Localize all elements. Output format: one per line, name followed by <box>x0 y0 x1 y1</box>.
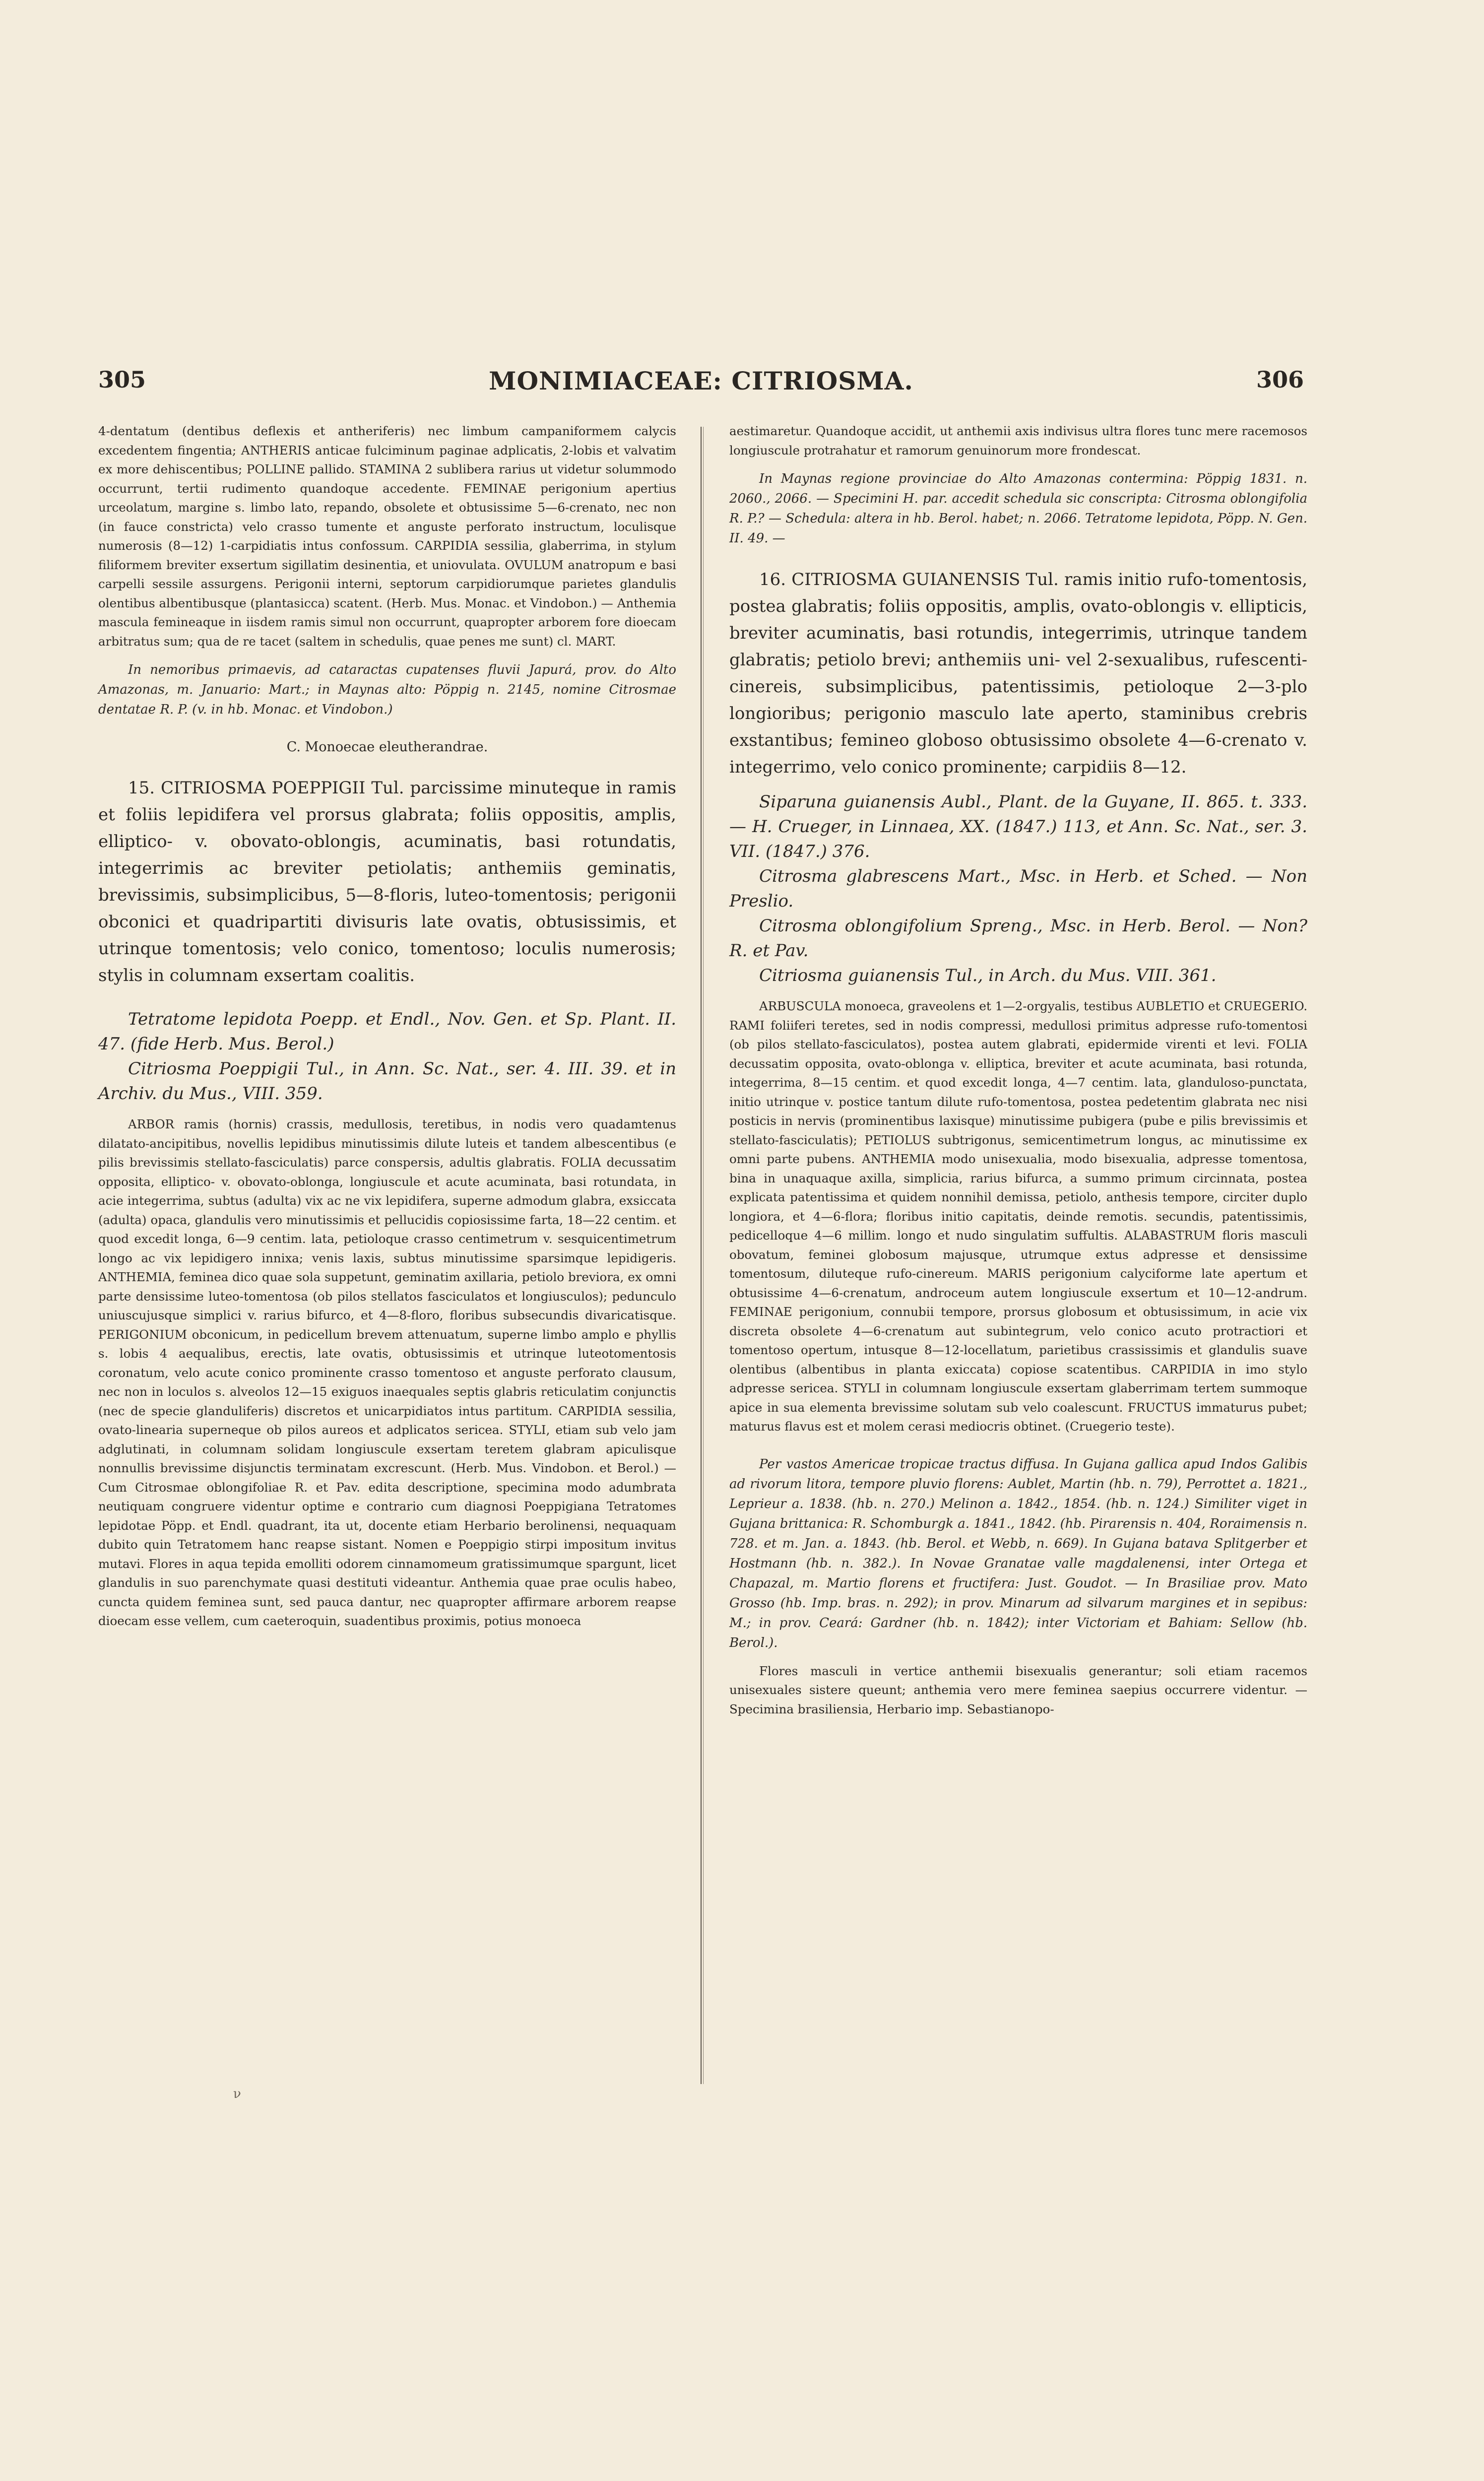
species-16-notes: Flores masculi in vertice anthemii bisexualis generantur; soli etiam racemos unisexuales sistere queunt; anthemia vero mere feminea saepius occurrere videntur. — Specimina brasiliensia, Herbario imp. Sebastianopo- <box>729 1663 1307 1716</box>
species-15-description: ARBOR ramis (hornis) crassis, medullosis, teretibus, in nodis vero quadamtenus dilatato-ancipitibus, novellis lepidibus minutissimis dilute luteis et tandem albescentibus (e pilis brevissimis stellato-fasciculatis) parce conspersis, adultis glabratis. FOLIA decussatim opposita, elliptico- v. obovato-oblonga, longiuscule et acute acuminata, basi rotundata, in acie integerrima, subtus (adulta) vix ac ne vix lepidifera, superne admodum glabra, exsiccata (adulta) opaca, glandulis vero minutissimis et pellucidis copiosissime farta, 18—22 centim. et quod excedit longa, 6—9 centim. lata, petioloque crasso centimetrum v. sesquicentimetrum longo ac vix lepidigero innixa; venis laxis, subtus minutissime sparsimque lepidigeris. ANTHEMIA, feminea dico quae sola suppetunt, geminatim axillaria, petiolo breviora, ex omni parte densissime luteo-tomentosa (ob pilos stellatos fasciculatos et longiusculos); pedunculo uniuscujusque simplici v. rarius bifurco, et 4—8-floro, floribus subsecundis divaricatisque. PERIGONIUM obconicum, in pedicellum brevem attenuatum, superne limbo amplo e phyllis s. lobis 4 aequalibus, erectis, late ovatis, obtusissimis et utrinque luteotomentosis coronatum, velo acute conico prominente crasso tomentoso et anguste perforato clausum, nec non in loculos s. alveolos 12—15 exiguos inaequales septis glabris reticulatim conjunctis (nec de specie glanduliferis) discretos et unicarpidiatos intus partitum. CARPIDIA sessilia, ovato-linearia superneque ob pilos aureos et adplicatos sericea. STYLI, etiam sub velo jam adglutinati, in columnam solidam longiuscule exsertam teretem glabram apiculisque nonnullis brevissime disjunctis terminatam excrescunt. (Herb. Mus. Vindobon. et Berol.) — Cum Citrosmae oblongifoliae R. et Pav. edita descriptione, specimina modo adumbrata neutiquam congruere videntur optime e contrario cum diagnosi Poeppigiana Tetratomes lepidotae Pöpp. et Endl. quadrant, ita ut, docente etiam Herbario berolinensi, nequaquam dubito quin Tetratomem hanc reapse sistant. Nomen e Poeppigio stirpi impositum invitus mutavi. Flores in aqua tepida emolliti odorem cinnamomeum gratissimumque spargunt, licet glandulis in suo parenchymate quasi destituti videantur. Anthemia quae prae oculis habeo, cuncta quidem feminea sunt, sed pauca dantur, nec quapropter affirmare arborem reapse dioecam esse vellem, cum caeteroquin, suadentibus proximis, potius monoeca <box>98 1117 676 1628</box>
species-16-description: ARBUSCULA monoeca, graveolens et 1—2-orgyalis, testibus AUBLETIO et CRUEGERIO. RAMI foliiferi teretes, sed in nodis compressi, medullosi primitus adpresse rufo-tomentosi (ob pilos stellato-fasciculatos), postea autem glabrati, epidermide virenti et levi. FOLIA decussatim opposita, ovato-oblonga v. elliptica, breviter et acute acuminata, basi rotunda, integerrima, 8—15 centim. et quod excedit longa, 4—7 centim. lata, glanduloso-punctata, initio utrinque v. postice tantum dilute rufo-tomentosa, postea pedetentim glabrata nec nisi posticis in nervis (prominentibus laxisque) minutissime pubigera (pube e pilis brevissimis et stellato-fasciculatis); PETIOLUS subtrigonus, semicentimetrum longus, ac minutissime ex omni parte pubens. ANTHEMIA modo unisexualia, modo bisexualia, adpresse tomentosa, bina in unaquaque axilla, simplicia, rarius bifurca, a summo primum circinnata, postea explicata patentissima et quidem nonnihil demissa, petiolo, anthesis tempore, circiter duplo longiora, et 4—6-flora; floribus initio capitatis, deinde remotis. secundis, patentissimis, pedicelloque 4—6 millim. longo et nudo singulatim suffultis. ALABASTRUM floris masculi obovatum, feminei globosum majusque, utrumque extus adpresse et densissime tomentosum, diluteque rufo-cinereum. MARIS perigonium calyciforme late apertum et obtusissime 4—6-crenatum, androceum autem longiuscule exsertum et 10—12-andrum. FEMINAE perigonium, connubii tempore, prorsus globosum et obtusissimum, in acie vix discreta obsolete 4—6-crenatum aut subintegrum, velo conico acuto protractiori et tomentoso opertum, intusque 8—12-locellatum, parietibus crassissimis et glandulis suave olentibus (albentibus in planta exiccata) copiose scatentibus. CARPIDIA in imo stylo adpresse sericea. STYLI in columnam longiuscule exsertam glaberrimam tertem summoque apice in sua elementa brevissime solutam sub velo coalescunt. FRUCTUS immaturus pubet; maturus flavus est et molem cerasi mediocris obtinet. (Cruegerio teste). <box>729 999 1307 1434</box>
synonym-citrosma-glabrescens: Citrosma glabrescens Mart., Msc. in Herb. et Sched. — Non Preslio. <box>729 866 1307 911</box>
left-column <box>98 422 676 1640</box>
right-column <box>729 422 1307 1728</box>
synonym-siparuna: Siparuna guianensis Aubl., Plant. de la Guyane, II. 865. t. 333. — H. Crueger, in Linnaea, XX. (1847.) 113, et Ann. Sc. Nat., ser. 3. VII. (1847.) 376. <box>729 792 1307 861</box>
left-paragraph-1: 4-dentatum (dentibus deflexis et antheriferis) nec limbum campaniformem calycis excedentem fingentia; ANTHERIS anticae fulciminum paginae adplicatis, 2-lobis et valvatim ex more dehiscentibus; POLLINE pallido. STAMINA 2 sublibera rarius ut videtur solummodo occurrunt, tertii rudimento quandoque accedente. FEMINAE perigonium apertius urceolatum, margine s. limbo lato, repando, obsolete et obtusissime 5—6-crenato, nec non (in fauce constricta) velo crasso tumente et anguste perforato instructum, loculisque numerosis (8—12) 1-carpidiatis intus confossum. CARPIDIA sessilia, glaberrima, in stylum filiformem breviter exsertum sigillatim desinentia, et uniovulata. OVULUM anatropum e basi carpelli sessile assurgens. Perigonii interni, septorum carpidiorumque parietes glandulis olentibus albentibusque (plantasicca) scatent. (Herb. Mus. Monac. et Vindobon.) — Anthemia mascula femineaque in iisdem ramis simul non occurrunt, quapropter arborem fore dioecam arbitratus sum; qua de re tacet (saltem in schedulis, quae penes me sunt) cl. MART. <box>98 424 676 649</box>
column-divider <box>701 427 704 2084</box>
margin-mark: ν <box>233 2087 241 2101</box>
species-16-distribution: Per vastos Americae tropicae tractus diffusa. In Gujana gallica apud Indos Galibis ad rivorum litora, tempore pluvio florens: Aublet, Martin (hb. n. 79), Perrottet a. 1821., Leprieur a. 1838. (hb. n. 270.) Melinon a. 1842., 1854. (hb. n. 124.) Similiter viget in Gujana brittanica: R. Schomburgk a. 1841., 1842. (hb. Pirarensis n. 404, Roraimensis n. 728. et m. Jan. a. 1843. (hb. Berol. et Webb, n. 669). In Gujana batava Splitgerber et Hostmann (hb. n. 382.). In Novae Granatae valle magdalenensi, inter Ortega et Chapazal, m. Martio florens et fructifera: Just. Goudot. — In Brasiliae prov. Mato Grosso (hb. Imp. bras. n. 292); in prov. Minarum ad silvarum margines et in sepibus: M.; in prov. Ceará: Gardner (hb. n. 1842); inter Victoriam et Bahiam: Sellow (hb. Berol.). <box>729 1456 1307 1650</box>
synonym-tetratome: Tetratome lepidota Poepp. et Endl., Nov. Gen. et Sp. Plant. II. 47. (fide Herb. Mus. Berol.) <box>98 1009 676 1054</box>
synonym-citrosma-oblongifolium: Citrosma oblongifolium Spreng., Msc. in Herb. Berol. — Non? R. et Pav. <box>729 916 1307 961</box>
page-header <box>98 366 1304 406</box>
species-15-diagnosis: 15. CITRIOSMA POEPPIGII Tul. parcissime minuteque in ramis et foliis lepidifera vel prorsus glabrata; foliis oppositis, amplis, elliptico- v. obovato-oblongis, acuminatis, basi rotundatis, integerrimis ac breviter petiolatis; anthemiis geminatis, brevissimis, subsimplicibus, 5—8-floris, luteo-tomentosis; perigonii obconici et quadripartiti divisuris late ovatis, obtusissimis, et utrinque tomentosis; velo conico, tomentoso; loculis numerosis; stylis in columnam exsertam coalitis. <box>98 778 676 985</box>
right-paragraph-1: aestimaretur. Quandoque accidit, ut anthemii axis indivisus ultra flores tunc mere racemosos longiuscule protrahatur et ramorum genuinorum more frondescat. <box>729 424 1307 457</box>
page-number-right: 306 <box>1256 366 1304 393</box>
section-heading: C. Monoecae eleutherandrae. <box>286 739 488 755</box>
page-title: MONIMIACEAE: CITRIOSMA. <box>489 366 913 395</box>
left-locality-1: In nemoribus primaevis, ad cataractas cupatenses fluvii Japurá, prov. do Alto Amazonas, m. Januario: Mart.; in Maynas alto: Pöppig n. 2145, nomine Citrosmae dentatae R. P. (v. in hb. Monac. et Vindobon.) <box>98 662 676 717</box>
page-number-left: 305 <box>98 366 146 393</box>
synonym-citriosma-poeppigii: Citriosma Poeppigii Tul., in Ann. Sc. Nat., ser. 4. III. 39. et in Archiv. du Mus., VIII. 359. <box>98 1059 676 1104</box>
synonym-citriosma-guianensis: Citriosma guianensis Tul., in Arch. du Mus. VIII. 361. <box>759 966 1217 985</box>
right-locality-1: In Maynas regione provinciae do Alto Amazonas contermina: Pöppig 1831. n. 2060., 2066. — Specimini H. par. accedit schedula sic conscripta: Citrosma oblongifolia R. P.? — Schedula: altera in hb. Berol. habet; n. 2066. Tetratome lepidota, Pöpp. N. Gen. II. 49. — <box>729 471 1307 546</box>
species-16-diagnosis: 16. CITRIOSMA GUIANENSIS Tul. ramis initio rufo-tomentosis, postea glabratis; foliis oppositis, amplis, ovato-oblongis v. ellipticis, breviter acuminatis, basi rotundis, integerrimis, utrinque tandem glabratis; petiolo brevi; anthemiis uni- vel 2-sexualibus, rufescenti-cinereis, subsimplicibus, patentissimis, petioloque 2—3-plo longioribus; perigonio masculo late aperto, staminibus crebris exstantibus; femineo globoso obtusissimo obsolete 4—6-crenato v. integerrimo, velo conico prominente; carpidiis 8—12. <box>729 570 1307 777</box>
